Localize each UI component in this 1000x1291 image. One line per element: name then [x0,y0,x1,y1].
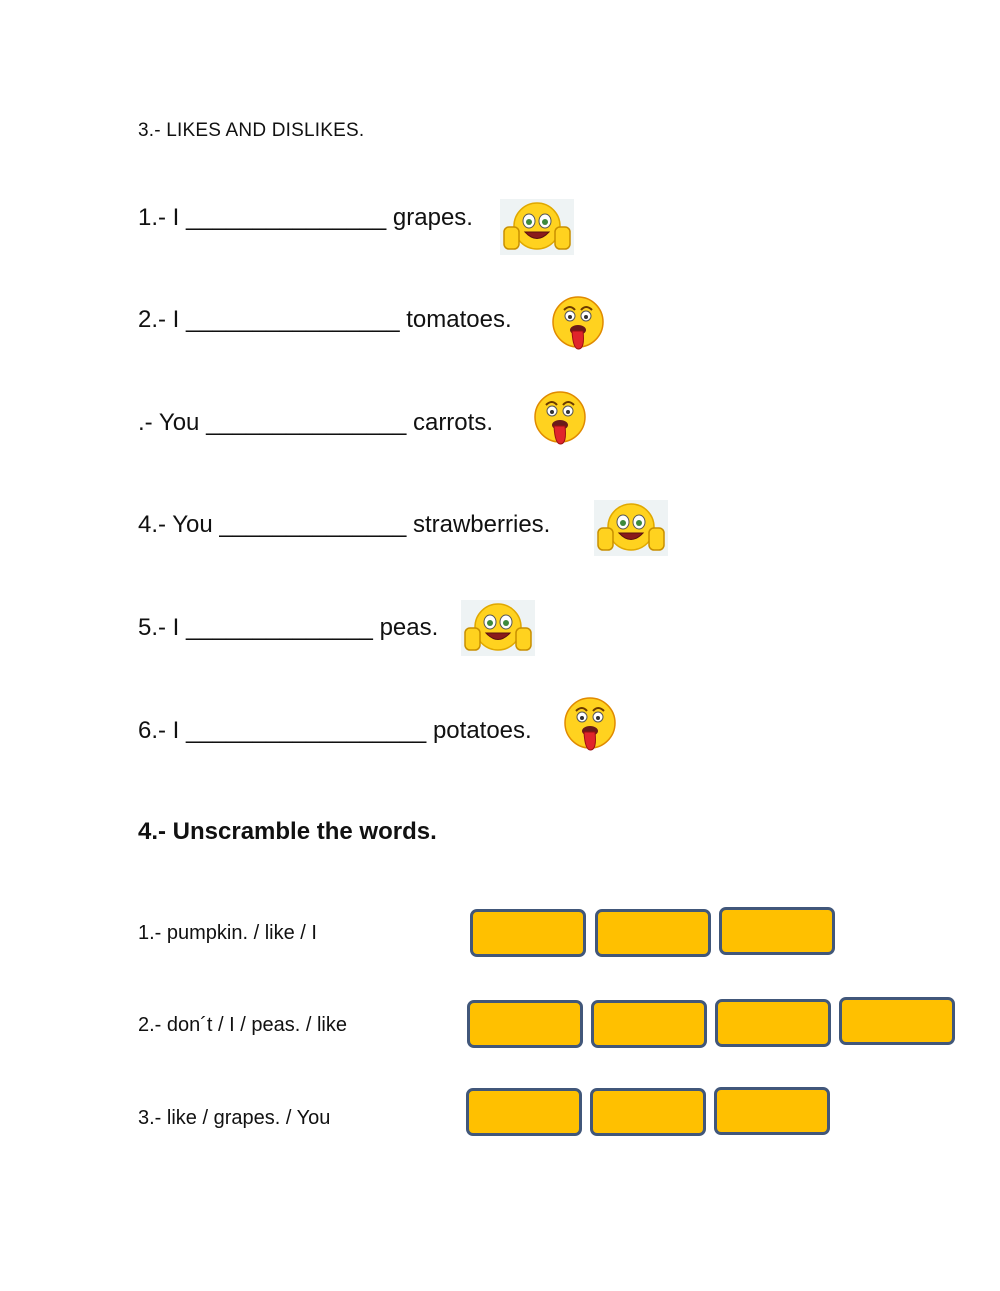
answer-box-3-1[interactable] [466,1088,582,1136]
sentence-5 [138,613,438,643]
answer-box-3-3[interactable] [714,1087,830,1135]
section-title-likes-dislikes: 3.- LIKES AND DISLIKES. [138,120,365,141]
answer-box-2-3[interactable] [715,999,831,1047]
answer-blank[interactable]: ______________ [186,614,373,641]
sentence-3 [138,408,493,438]
answer-box-2-1[interactable] [467,1000,583,1048]
sentence-suffix: potatoes. [432,717,532,744]
thumbs-up-smile-icon [594,500,668,556]
answer-box-2-4[interactable] [839,997,955,1045]
sentence-suffix: carrots. [412,409,493,436]
thumbs-up-smile-icon [461,600,535,656]
disgusted-tongue-face-icon [530,387,590,451]
answer-box-3-2[interactable] [590,1088,706,1136]
answer-box-1-3[interactable] [719,907,835,955]
sentence-prefix: 2.- I [138,306,180,333]
answer-blank[interactable]: __________________ [186,717,427,744]
sentence-prefix: 4.- You [138,511,213,538]
answer-blank[interactable]: _______________ [186,204,387,231]
answer-box-2-2[interactable] [591,1000,707,1048]
sentence-4 [138,510,550,540]
sentence-prefix: 6.- I [138,717,180,744]
sentence-suffix: tomatoes. [406,306,512,333]
sentence-suffix: grapes. [392,204,473,231]
disgusted-tongue-face-icon [560,693,620,757]
answer-blank[interactable]: _______________ [206,409,407,436]
answer-blank[interactable]: ________________ [186,306,400,333]
sentence-1 [138,203,473,233]
sentence-prefix: .- You [138,409,200,436]
disgusted-tongue-face-icon [548,292,608,356]
sentence-prefix: 1.- I [138,204,180,231]
scramble-item-2-text: 2.- don´t / I / peas. / like [138,1014,347,1036]
answer-box-1-1[interactable] [470,909,586,957]
thumbs-up-smile-icon [500,199,574,255]
sentence-6 [138,716,532,746]
sentence-2 [138,305,512,335]
answer-box-1-2[interactable] [595,909,711,957]
scramble-item-1-text: 1.- pumpkin. / like / I [138,922,317,944]
sentence-suffix: strawberries. [412,511,551,538]
sentence-prefix: 5.- I [138,614,180,641]
section-title-unscramble: 4.- Unscramble the words. [138,818,437,845]
sentence-suffix: peas. [379,614,439,641]
scramble-item-3-text: 3.- like / grapes. / You [138,1107,331,1129]
answer-blank[interactable]: ______________ [219,511,407,538]
